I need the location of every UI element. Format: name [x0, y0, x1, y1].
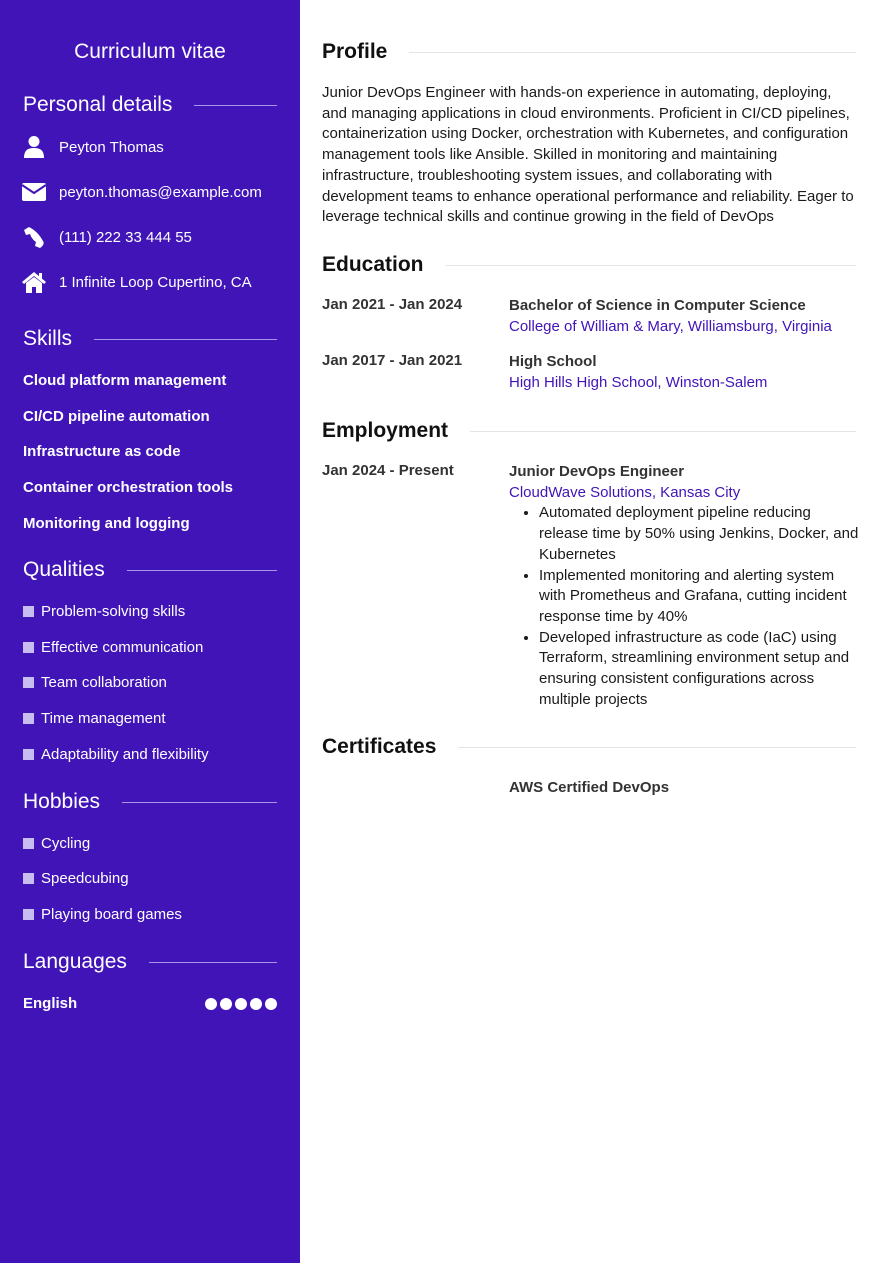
entry-title: Bachelor of Science in Computer Science — [509, 297, 806, 314]
skill-item: CI/CD pipeline automation — [23, 408, 210, 425]
skills-heading — [23, 327, 277, 351]
language-level-rating — [205, 998, 277, 1010]
languages-heading-text: Languages — [23, 950, 127, 973]
qualities-heading — [23, 558, 277, 582]
entry-title: High School — [509, 353, 597, 370]
contact-email-text[interactable]: peyton.thomas@example.com — [59, 183, 262, 201]
heading-divider — [409, 52, 856, 53]
user-icon — [21, 134, 47, 160]
hobbies-heading-text: Hobbies — [23, 790, 101, 813]
hobbies-heading — [23, 790, 277, 814]
certificates-heading — [322, 735, 856, 759]
quality-item — [23, 710, 166, 727]
quality-text: Problem-solving skills — [41, 603, 186, 620]
profile-heading-text: Profile — [322, 40, 388, 63]
languages-heading — [23, 950, 277, 974]
achievement-list — [539, 503, 859, 710]
entry-institution: High Hills High School, Winston-Salem — [509, 373, 768, 391]
quality-text: Time management — [41, 710, 166, 727]
hobby-text: Playing board games — [41, 906, 182, 923]
language-name: English — [23, 995, 78, 1012]
profile-heading — [322, 40, 856, 64]
square-bullet-icon — [23, 909, 34, 920]
square-bullet-icon — [23, 749, 34, 760]
skill-item: Infrastructure as code — [23, 443, 181, 460]
employment-heading-text: Employment — [322, 419, 449, 442]
square-bullet-icon — [23, 838, 34, 849]
achievement-item: • Developed infrastructure as code (IaC) using Terraform, streamlining environment setup and ensuring consistent configurations across multiple projects — [539, 628, 859, 711]
heading-divider — [470, 431, 856, 432]
level-dot — [235, 998, 247, 1010]
square-bullet-icon — [23, 713, 34, 724]
hobby-item — [23, 835, 90, 852]
contact-phone-text: (111) 222 33 444 55 — [59, 228, 192, 246]
heading-divider — [446, 265, 856, 266]
square-bullet-icon — [23, 677, 34, 688]
heading-divider — [458, 747, 856, 748]
entry-date: Jan 2021 - Jan 2024 — [322, 296, 463, 313]
certificates-heading-text: Certificates — [322, 735, 437, 758]
hobby-item — [23, 906, 182, 923]
quality-text: Adaptability and flexibility — [41, 746, 209, 763]
entry-title: Junior DevOps Engineer — [509, 463, 685, 480]
language-item — [23, 995, 277, 1012]
entry-body — [509, 352, 859, 393]
envelope-icon — [21, 179, 47, 205]
level-dot — [205, 998, 217, 1010]
quality-item — [23, 639, 203, 656]
quality-text: Team collaboration — [41, 674, 167, 691]
contact-address-text: 1 Infinite Loop Cupertino, CA — [59, 273, 252, 291]
quality-text: Effective communication — [41, 639, 204, 656]
qualities-heading-text: Qualities — [23, 558, 105, 581]
square-bullet-icon — [23, 873, 34, 884]
entry-body — [509, 778, 859, 799]
hobby-text: Cycling — [41, 835, 91, 852]
phone-icon — [21, 224, 47, 250]
employment-heading — [322, 419, 856, 443]
certificate-title: AWS Certified DevOps — [509, 779, 670, 796]
contact-email — [21, 179, 262, 205]
hobby-text: Speedcubing — [41, 870, 129, 887]
skills-heading-text: Skills — [23, 327, 73, 350]
skill-item: Cloud platform management — [23, 372, 227, 389]
entry-date: Jan 2017 - Jan 2021 — [322, 352, 463, 369]
entry-date: Jan 2024 - Present — [322, 462, 454, 479]
skill-item: Monitoring and logging — [23, 515, 190, 532]
heading-divider — [94, 339, 277, 340]
heading-divider — [122, 802, 277, 803]
level-dot — [265, 998, 277, 1010]
square-bullet-icon — [23, 642, 34, 653]
achievement-item: • Automated deployment pipeline reducing release time by 50% using Jenkins, Docker, and Kubernetes — [539, 503, 859, 565]
contact-name-text: Peyton Thomas — [59, 138, 164, 156]
main-content — [322, 0, 859, 1263]
education-heading — [322, 253, 856, 277]
heading-divider — [194, 105, 277, 106]
heading-divider — [149, 962, 277, 963]
contact-phone — [21, 224, 192, 250]
profile-summary: Junior DevOps Engineer with hands-on experience in automating, deploying, and managing applications in cloud environments. Proficient in CI/CD pipelines, containerization using Docker, orchestration with Kubernetes, and configuration management tools like Ansible. Skilled in monitoring and maintaining infrastructure, troubleshooting system issues, and collaborating with development teams to enhance operational performance and reliability. Eager to leverage technical skills and continue growing in the field of DevOps — [322, 84, 854, 226]
achievement-item: • Implemented monitoring and alerting system with Prometheus and Grafana, cutting incident response time by 40% — [539, 566, 859, 628]
quality-item — [23, 603, 185, 620]
entry-body — [509, 296, 859, 337]
personal-details-heading — [23, 93, 277, 117]
level-dot — [250, 998, 262, 1010]
contact-address — [21, 269, 252, 295]
quality-item — [23, 746, 209, 763]
quality-item — [23, 674, 167, 691]
entry-company: CloudWave Solutions, Kansas City — [509, 483, 741, 501]
home-icon — [21, 269, 47, 295]
contact-name — [21, 134, 164, 160]
personal-details-heading-text: Personal details — [23, 93, 173, 116]
entry-institution: College of William & Mary, Williamsburg, Virginia — [509, 317, 832, 335]
cv-title: Curriculum vitae — [74, 40, 226, 63]
square-bullet-icon — [23, 606, 34, 617]
entry-body — [509, 462, 859, 710]
level-dot — [220, 998, 232, 1010]
hobby-item — [23, 870, 129, 887]
education-heading-text: Education — [322, 253, 424, 276]
skill-item: Container orchestration tools — [23, 479, 234, 496]
sidebar — [0, 0, 300, 1263]
heading-divider — [127, 570, 277, 571]
